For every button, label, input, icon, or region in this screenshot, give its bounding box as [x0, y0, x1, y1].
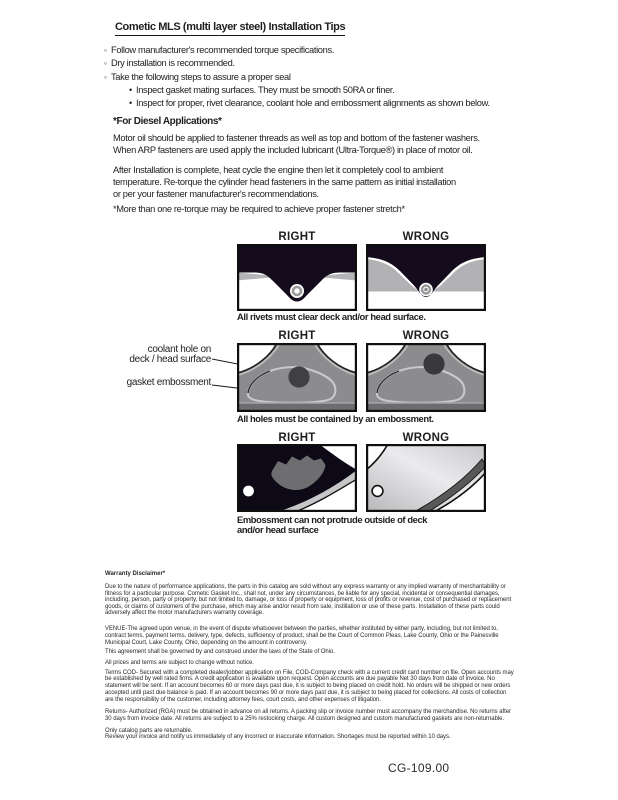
sub-tip-item — [129, 97, 490, 110]
coolant-hole-label: coolant hole on deck / head surface — [129, 344, 211, 365]
coolant-caption: All holes must be contained by an embossment. — [237, 413, 434, 424]
retorque-note: *More than one re-torque may be required to achieve proper fastener stretch* — [113, 204, 405, 214]
tip-text: Follow manufacturer's recommended torque specifications. — [111, 45, 334, 55]
rivet-caption: All rivets must clear deck and/or head surface. — [237, 311, 426, 322]
sub-tips-list — [129, 84, 490, 111]
sub-tip-item — [129, 84, 490, 97]
open-bullet-icon: ◦ — [104, 45, 107, 55]
right-label: RIGHT — [278, 432, 316, 444]
wrong-label: WRONG — [402, 231, 450, 243]
solid-bullet-icon: • — [129, 97, 132, 108]
diesel-section-heading: *For Diesel Applications* — [113, 116, 222, 127]
coolant-right-diagram — [237, 343, 357, 412]
warranty-liability-paragraph: Due to the nature of performance applications, the parts in this catalog are sold without any express warranty or any implied warranty of merchantability or fitness for a particular purpose. Cometic Gasket Inc., shall not, under any circumstances, be liable for any special, incidental or consequential damages, including, person, party or property, but not limited to, damage, or loss of property or equipment, loss of profits or revenue, cost of purchased or replacement goods, or claims of customers of the purchase, which may arise and/or result from sale, instillation or use of these parts. Installation of these parts could adversely affect the motor manufacturers warranty coverage. — [105, 584, 512, 616]
diesel-paragraph-retorque: After Installation is complete, heat cycle the engine then let it completely cool to ambient temperature. Re-torque the cylinder head fasteners in the same pattern as initial installation or per your fastener manufacturer's recommendations. — [113, 165, 456, 199]
solid-bullet-icon: • — [129, 84, 132, 95]
warranty-returns-paragraph: Returns- Authorized (RGA) must be obtained in advance on all returns. A packing slip or invoice number must accompany the merchandise. No returns after 30 days from invoice date. All returns are subject to a 25% restocking charge. All custom designed and custom manufactured gaskets are non-returnable. — [105, 709, 511, 722]
tip-text: Inspect for proper, rivet clearance, coolant hole and embossment alignments as shown below. — [136, 97, 490, 108]
tip-text: Take the following steps to assure a proper seal — [111, 71, 291, 82]
warranty-governing-line: This agreement shall be governed by and construed under the laws of the State of Ohio. — [105, 648, 335, 655]
tip-item — [104, 57, 334, 70]
wrong-label: WRONG — [402, 432, 450, 444]
diesel-paragraph-oil: Motor oil should be applied to fastener threads as well as top and bottom of the fastener washers. When ARP fasteners are used apply the included lubricant (Ultra-Torque®) in place of motor oil. — [113, 133, 480, 155]
warranty-closing-paragraph: Only catalog parts are returnable. Review your invoice and notify us immediately of any incorrect or inaccurate information. Shortages must be reported within 10 days. — [105, 727, 451, 740]
page-title: Cometic MLS (multi layer steel) Installation Tips — [115, 21, 345, 36]
coolant-wrong-diagram — [366, 343, 486, 412]
rivet-wrong-diagram — [366, 244, 486, 311]
warranty-prices-line: All prices and terms are subject to change without notice. — [105, 659, 254, 666]
open-bullet-icon: ◦ — [104, 71, 107, 82]
warranty-venue-paragraph: VENUE-The agreed upon venue, in the event of dispute whatsoever between the parties, whether instituted by either party, including, but not limited to, contract terms, payment terms, delivery, type, defects, sufficiency of product, shall be the Court of Common Pleas, Lake County, Ohio or the Painesville Municipal Court, Lake County, Ohio, depending on the amount in controversy. — [105, 626, 499, 646]
page-code: CG-109.00 — [388, 761, 450, 775]
embossment-wrong-diagram — [366, 444, 486, 512]
protrude-caption: Embossment can not protrude outside of deck and/or head surface — [237, 514, 428, 536]
gasket-embossment-label: gasket embossment — [126, 377, 211, 388]
wrong-label: WRONG — [402, 330, 450, 342]
rivet-right-diagram — [237, 244, 357, 311]
tip-text: Inspect gasket mating surfaces. They must be smooth 50RA or finer. — [136, 84, 395, 95]
right-label: RIGHT — [278, 330, 316, 342]
warranty-terms-paragraph: Terms COD- Secured with a completed dealer/jobber application on File, COD-Company check with a current credit card number on file. Open accounts may be established by well rated firms. A credit application is available upon request. Open accounts are due payable Net 30 days from date of invoice. No statement will be sent. If an account becomes 60 or more days past due, it is subject to being placed on credit hold. No orders will be shipped or new orders accepted until past due balance is paid. If an account becomes 90 or more days past due, it is subject to being placed for collections. All costs of collection are the responsibility of the customer, including attorney fees, court costs, and other expenses of litigation. — [105, 669, 514, 704]
warranty-heading: Warranty Disclaimer* — [105, 571, 166, 577]
open-bullet-icon: ◦ — [104, 58, 107, 69]
tip-item — [104, 44, 334, 57]
embossment-right-diagram — [237, 444, 357, 512]
tip-item — [104, 71, 334, 84]
right-label: RIGHT — [278, 231, 316, 243]
tips-list — [104, 44, 334, 84]
tip-text: Dry installation is recommended. — [111, 58, 235, 69]
